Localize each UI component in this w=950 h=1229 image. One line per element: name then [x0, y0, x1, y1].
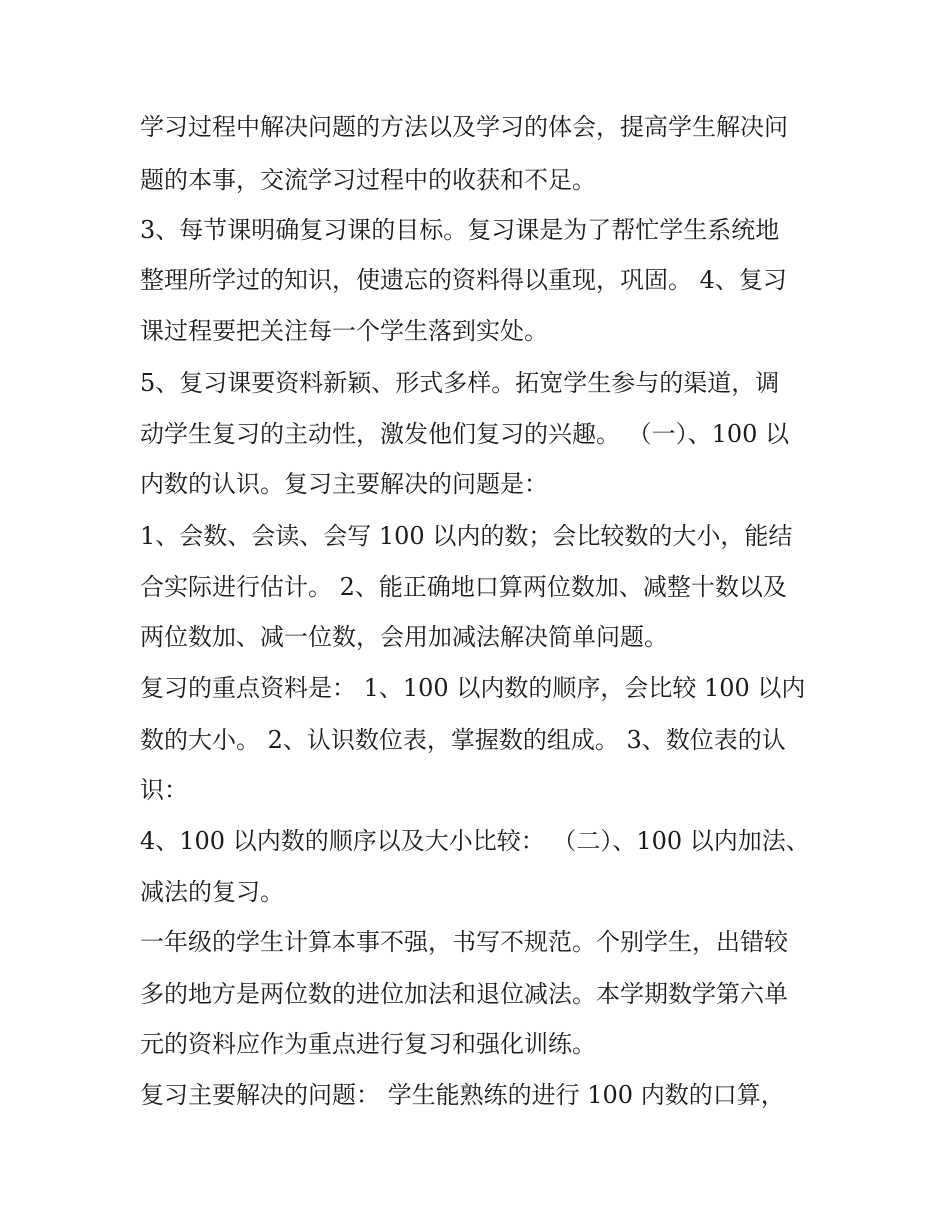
text-line: 元的资料应作为重点进行复习和强化训练。	[140, 1030, 596, 1058]
text-line: 数的大小。 2、认识数位表，掌握数的组成。 3、数位表的认	[140, 726, 786, 754]
text-line: 1、会数、会读、会写 100 以内的数；会比较数的大小，能结	[140, 522, 793, 550]
text-line: 学习过程中解决问题的方法以及学习的体会，提高学生解决问	[140, 113, 788, 141]
text-line: 识：	[140, 776, 188, 804]
text-line: 课过程要把关注每一个学生落到实处。	[140, 317, 548, 345]
text-line: 减法的复习。	[140, 878, 284, 906]
text-line: 内数的认识。复习主要解决的问题是：	[140, 470, 548, 498]
text-line: 合实际进行估计。 2、能正确地口算两位数加、减整十数以及	[140, 573, 787, 601]
text-line: 复习主要解决的问题： 学生能熟练的进行 100 内数的口算，	[140, 1081, 785, 1109]
text-line: 复习的重点资料是： 1、100 以内数的顺序，会比较 100 以内	[140, 674, 806, 702]
text-line: 整理所学过的知识，使遗忘的资料得以重现，巩固。 4、复习	[140, 266, 787, 294]
text-line: 一年级的学生计算本事不强，书写不规范。个别学生，出错较	[140, 928, 788, 956]
text-line: 3、每节课明确复习课的目标。复习课是为了帮忙学生系统地	[140, 216, 780, 244]
text-line: 5、复习课要资料新颖、形式多样。拓宽学生参与的渠道，调	[140, 369, 780, 397]
text-line: 动学生复习的主动性，激发他们复习的兴趣。 （一）、100 以	[140, 420, 790, 448]
text-line: 两位数加、减一位数，会用加减法解决简单问题。	[140, 623, 668, 651]
text-line: 题的本事，交流学习过程中的收获和不足。	[140, 166, 596, 194]
text-line: 多的地方是两位数的进位加法和退位减法。本学期数学第六单	[140, 980, 788, 1008]
text-line: 4、100 以内数的顺序以及大小比较： （二）、100 以内加法、	[140, 827, 810, 855]
